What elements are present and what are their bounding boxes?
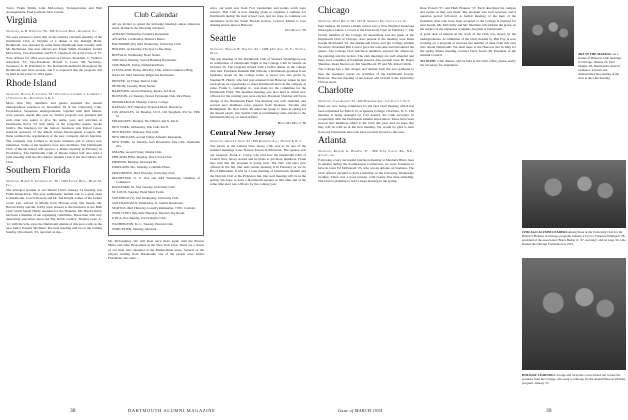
right-col2-more: A great deal of interest in the work of the Club was shown by the undergraduates. A committee of the Club, headed by Phil Fay, is now working on a program to increase the number of men from this area who attend Dartmouth. We shall meet at the Hanover Inn in May for the spring dinner meeting. Contact Dave Soule '48, President of the Alumni Council. [420,32,516,58]
photo-art-image [522,6,574,66]
virginia-heading: Virginia [6,16,37,27]
calendar-entry: PHILADELPHIA, Monday, Down Town Club. [112,154,173,159]
photo1-caption-label: ART IN THE MAKING: [578,52,613,56]
left-page-footer: DARTMOUTH ALUMNI MAGAZINE [128,408,216,413]
photo2-caption-text: among those at the University Club for the Hanover Holiday in Chicago program, January 23; (l to r) Warren Fullington '28, president of the association; Bruce Bemer Jr. '47, secretary; and Al Lapp '26, who headed the Chicago Foundation in 1953. [522,230,626,246]
left-column-1 [6,6,102,235]
calendar-entry: BOSTON, 1st Monday, The Spot Coffee Shop. [112,47,172,52]
club-calendar-list [112,32,200,231]
calendar-entry: WORCESTER, Monday, Sheraton. [112,226,158,231]
calendar-entry: ALBANY, Wednesday, Fortune's Restaurant. [112,31,170,36]
photo1-caption-text: As a feature of Hanover Club meetings in Chicago, January 25, Paul Sample '20, Dartmouth's artist in residence, lectured and demonstrated his painting of the river at the Club meeting. [578,52,622,80]
chicago-dateline: Secretary, Philip Regan '36 / 315 N. Sheridan Rd., Chicago 11, Ill. [318,19,408,23]
right-column-1 [318,6,414,184]
southern-florida-heading: Southern Florida [6,165,71,176]
right-page [318,0,628,420]
atlanta-dateline: Secretary, Richard G. Hawkins '37 / 800 Town Valley Rd., N.E., Atlanta, Ga. [318,148,414,157]
seattle-body: The last meeting of the Dartmouth Club of Western Washington was in celebration of Dartmouth Night at the College Club in Seattle on October 25. The program started with a buffet dinner in the college club hall. President Kenneth Bill Dirrom, a Dartmouth graduate from Spokane, spoke on the college today. A report was also given by Stephen H. Henry, who had just returned from Hanover where he had been given an opportunity to meet Dartmouth men on the campus. A prize, Frank C. Gallagher Jr., was made for the committee for the Dartmouth Fund. The biennial meeting was also held at which new officers for the coming year were elected. President Sheldon will be in charge of the Dartmouth Fund. The meeting was well attended, and several new members were present from Spokane, Tacoma and Bellingham. Dr. Bob Tobin '49 asked the group to meet in spring for the annual picnic. Our Seattle Club is contributing some articles to the Dartmouth library on Asian Affairs. [210,56,306,120]
club-calendar-intro: All are invited to attend the following meetings unless otherwise noted. In March, the following will meet: [112,22,200,31]
central-nj-dateline: Secretary, Arthur J. Stein '33 / 839 Riverview Ave., Trenton 8, N. J. [210,139,302,144]
seattle-signature: Bruce MacMillan '38 [277,120,306,125]
right-col2-top: Rose Powell '57, and Herb Brokaw '57. Each described the campus and events as they saw them. The program was well received, and a question period followed. A formal meeting of the men of the freshman class who have been accepted to the College is planned for next month. Mr. McCarthy and Mr. Sherman will address the group on the subject of the expanded academic program at Dartmouth. [420,6,516,32]
photo2-caption-label: CHICAGO ALUMNI LEADERS [522,230,568,234]
right-col2-note [420,59,516,67]
calendar-entry: DALLAS, third Saturday, Ridgecrest Restaurant. [112,73,175,78]
calendar-entry: SAN FRANCISCO, Wednesday, St. Julien's Restaurant. [112,200,184,205]
calendar-entry: SEATTLE, third Thursday, Lowell's Rathskeller, 718 E. Colonial. [112,206,196,210]
club-calendar-heading: Club Calendar [134,10,178,19]
col3-top-signature: Don Malloy '39 [285,28,306,33]
central-nj-heading: Central New Jersey [210,128,276,138]
note-label: TO NOTE: [420,58,437,63]
calendar-entry: DETROIT, Tuesday, Hotel Statler. [112,83,156,88]
calendar-entry: INDIANAPOLIS, Monday, Canary Cottage. [112,99,169,104]
photo-holiday-image [522,258,626,370]
photo-leaders-image [522,160,626,228]
calendar-entry: HARTFORD, second Thursday, Ryan's, 3rd Floor. [112,89,177,94]
calendar-entry: NEW HAVEN, Thursday, Yale Club. [112,129,160,134]
calendar-entry: PHOENIX, Monday, Westward Ho. [112,160,158,165]
charlotte-dateline: Secretary, Carl Arnold '33 / 424 Hampshire Ave., Charlotte 7, N. C. [318,99,411,104]
calendar-entry: NEW YORK, 1st Tuesday, Joe's Restaurant, Yale Club, Vanderbilt Ave. [112,140,200,149]
left-page-number: 38 [70,408,76,414]
intro-text: Tracy, Frank Smith, John McGovney, Transportation and Hall Arrangements; Fred Garfield, Mac Curran. [6,6,102,15]
col3-top-text: Also, our team was from Fort Lauderdale and points north were present. This Club is now making plans to organize a summer for Dartmouth during the next school year, and we hope to continue our attendance from the South Florida section. Convert Miami is now making eleven men at Hanover. [210,6,306,27]
southern-florida-dateline: Secretary, Harris S. Patterson Jr. '39 / 1009 Pacific Bldg., Miami 32, Fla. [6,178,102,187]
calendar-entry: HOUSTON, 1st Tuesday, Nortex Petroleum Club, Rice Hotel. [112,94,192,99]
charlotte-body: Plans are now being completed for the first Club meeting which has been scheduled for March 15, at Queens College, Charlotte, N. C. The meeting is being arranged by Carl Arnold, the Club secretary, in cooperation with the Dartmouth Alumni Association. There have been several new members added to the Club this year, and we hope that they will be with us at the first meeting. We would be glad to hear from any Dartmouth men who have recently moved to this area. [318,104,414,134]
calendar-entry: ROCKFORD, Ill., first Tuesday, University Club. [112,185,176,190]
seattle-dateline: Secretary, William H. Sheldon '42 / 1408 44th Ave., N. E., Seattle, Wash. [210,47,306,56]
calendar-entry: LOS ANGELES, 1st Monday, 10:15, Old Spaghetti, 631 So. Fifth St. [112,110,200,119]
calendar-entry: OMAHA, second Friday, Omaha Club. [112,149,162,154]
calendar-entry: KANSAS CITY, Thursday, Pickwick Hotel, Broadway. [112,104,183,109]
calendar-entry: SAN DIEGO (Y), first Wednesday, University Club. [112,195,180,200]
note-text: Club dinners will be held at the Club office; please notify the Secretary for attendance. [420,58,516,68]
right-column-2 [420,6,516,68]
charlotte-heading: Charlotte [318,86,354,97]
rhode-island-dateline: Secretary, Donald E. Coleman '33 / Providence Chamber of Commerce / 17 Exchange Pl., Providence 3, R. I. [6,91,102,100]
club-calendar-box [108,6,204,236]
left-page [0,0,310,420]
photo2-caption [522,230,626,246]
seattle-heading: Seattle [210,34,236,45]
photo-art-in-the-making [522,6,574,66]
calendar-entry: UTICA, first Tuesday, Fort Schuyler Club. [112,216,167,221]
calendar-entry: BALTIMORE (D), third Wednesday, University Club. [112,42,182,47]
calendar-entry: ATLANTA, 1st Monday, Maxine's Bistro. [112,36,166,41]
chicago-body: Paul Sample '20 turned a blank canvas into a New England landscape masterpiece before a crowd at the University Club on February 7. The faculty member of the College art department was the guest of the Dartmouth Club of Chicago. Also present at the meeting were Dean Joseph McDonald '25, the Dartmouth Dean, and the College Alumni Secretary. President Bill Lawlor gave the welcome and introduced the guests. The College Club luncheon members enjoyed the afternoon, the painting and the lecture. The club meetings are well attended and there were a number of freshmen present. Also present were Dr. Roger Sherman, Dean Sherwood, Jim Sandbloom '07 and Mr. Robert Wells. [318,24,414,67]
calendar-entry: CLEVELAND, Friday, Mid-Day Club, Union Commerce Bldg. [112,68,194,73]
photo3-caption-label: HOLIDAY LEARNING: [522,373,556,377]
calendar-entry: MILWAUKEE, Monday, The Dimitri, 444 N. 4th St. [112,119,180,124]
photo3-caption [522,373,626,385]
calendar-entry: PORTLAND, Me., Monday, Columbia Hotel. [112,165,171,170]
calendar-entry: BUFFALO, Wednesday, Hotel Statler. [112,52,161,57]
virginia-dateline: Secretary, A. B. Whitfield '36 / 306 Tuckahoe Blvd., Richmond, Va. [6,29,97,34]
calendar-entry: ST. LOUIS, Tuesday, Hotel Mark Twain. [112,190,165,195]
left-column-3 [210,6,306,187]
calendar-tail-text: Mr. McGaughey. We will meet once more again with the Boston Metro and other Bostonians as the New York Club. There are a dozen of our men who attended at the Miami-Dade areas. Several of the players visiting from Dartmouth; one of the people were native Floridians. We came ... [108,239,204,260]
calendar-entry: TWIN CITIES (M), third Thursday, Dayton's Sky Room. [112,211,185,216]
virginia-body: We were pleased to learn that on the January eleventh meeting of the Dartmouth Club of Virginia at a dinner at the Raleigh Hotel, Richmond, was attended by some thirty Dartmouth men recently with Mr. Richmond. Our new officers are: Frank Smith, President; Gerald McGovney, Vice-President; and H. F. Chadwell, all of the Class of '37. Your officers for 1954 were elected as follows: President, C. Wallace Albertson '33; Vice-President, Harold S. Lowe '48; Secretary-Treasurer, A. B. Whitfield Jr. '36. Dartmouth members throughout the Richmond area were present, and it is expected that the program will be held in the Class of 1954 again. [6,34,102,77]
calendar-entry: CHICAGO, Monday, Sovron Building Restaurant. [112,57,177,62]
rhode-island-heading: Rhode Island [6,78,57,89]
calendar-entry: PROVIDENCE, third Thursday, University Club. [112,170,176,175]
right-page-footer: Issue of MARCH 1954 [338,408,383,413]
chicago-heading: Chicago [318,6,350,16]
photo1-caption [578,52,624,80]
calendar-entry: CINCINNATI, Friday, Netherland Plaza. [112,63,165,67]
photo-holiday-learning [522,258,626,370]
right-page-number: 39 [546,408,552,414]
left-column-2 [108,6,204,261]
chicago-more: The College has a fine chapel, and alumni from the area gathered to hear the speakers' report on activities of the Dartmouth faculty. Hanover. The last meeting of the season will be held at the University Club in April. [318,67,414,85]
atlanta-body: Following a very successful luncheon meeting at Maxine's Bistro here in Atlanta during the Southeastern Conference, we were fortunate to have in town Ed McDonald '25, who was in Atlanta on business. The Club officers decided to hold a meeting on the following Wednesday evening. There was a good turnout, with twenty-five men attending. The Club is planning to hold a large meeting in the spring. [318,158,414,184]
photo3-caption-text: A large and receptive crowd turned out to hear the speakers from the College, who went to Chicago for the annual Hanover Holiday program, January 23. [522,373,626,385]
calendar-entry: NEW ORLEANS, second Friday, Arnaud's Restaurant. [112,135,183,140]
calendar-entry: NEW YORK, Wednesday, Yale Club, 4th Fl. [112,124,169,129]
calendar-entry: DENVER, 1st Friday, Denver Club. [112,78,158,83]
southern-florida-body: The principal speaker at our Miami Club's January 23 meeting was Frank Kirkpatrick, fifty-year enthusiastic alumni who is a great asset to Dartmouth. Coach Snavely and Dr. Ted Knight, father of the former coach Len, arrived in Miami from Havana early this month. Mr. Harold Kirby and Mr. Kirby were present at the luncheon at the Bath Club which Sandy Hardy attended for the Hopkins. Mr. Harold Kirby has been a member of the organizing committee. These men with very interesting anecdotes about the Big North country. Thomas Lees, Jr. '12, with his wife, gave the Dartmouth alumni of this area a talk on the new Junior Eastern Ski Meet. The next meeting will be on the coming Sunday. Woodward, '23, reported on the... [6,188,102,235]
central-nj-body: The picnic at the Central New Jersey Club was to be one of the summer meetings at the Nassau Tavern in Princeton. The speaker was our treasurer, Frank C. Colby, who told how the Dartmouth Club of Central New Jersey started and its plans to get more members. Frank also said that the program is going well. The club will elect new officers in the fall. Our next winter meeting is in February as we do Hood Millenium. It will be a joint meeting of Dartmouth Alumni and the Newark Club at the Princeton Inn. Our next meeting will be in the spring. We hope to have a Dartmouth speaker at that time and at the same time elect new officers for the coming year. [210,144,306,187]
photo-chicago-alumni-leaders [522,160,626,228]
calendar-entry: ROCHESTER, N. Y., first and third Wednesday, Chamber of Commerce. [112,175,200,184]
rhode-island-body: More than fifty members and guests attended the annual undergraduate luncheon on December 29 at the University Club, Providence. Seventeen undergraduates, together with their fathers, were present. Again this year no formal program was planned and each man was asked to give his name, year, and activities at Dartmouth. Percy '53 with many of the program's guests. Spoke briefly. The luncheon for the Juniors' luncheon was Robert Gates, assistant secretary of the Rhode Island Development Council. Mr. Dean outlined the organization of the new company and its function. The company was formed to increase business and to attract new industries. Some of the speakers were new members. The Dartmouth Club of Rhode Island will sponsor a dinner meeting in February in Providence. The Dartmouth Club of Rhode Island will also hold a joint meeting with the Providence Alumni Club at the Providence Art Club. [6,100,102,164]
atlanta-heading: Atlanta [318,135,346,146]
calendar-entry: WASHINGTON, D. C., Tuesday, Harvard Club. [112,221,174,226]
